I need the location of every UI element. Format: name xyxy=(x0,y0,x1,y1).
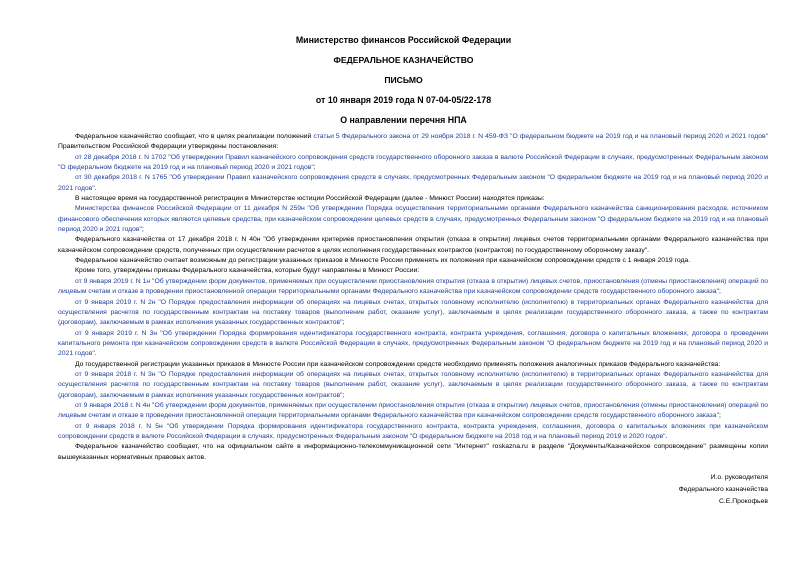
paragraph-text: Правительством Российской Федерации утверждены постановления: xyxy=(58,143,279,151)
document-header xyxy=(0,30,807,130)
paragraph-intro xyxy=(58,132,768,153)
paragraph-text: ; xyxy=(313,164,316,172)
list-item xyxy=(58,277,768,298)
paragraph-text: Федеральное казначейство сообщает, что в целях реализации положений xyxy=(75,133,314,140)
order-2018-3n-link[interactable]: от 9 января 2018 г. N 3н "О Порядке предоставления информации об операциях на лицевых счетах, открытых головному исполнителю (исполнителю) в территориальных органах Федерального казначейства для осуществления расчетов по государственным контрактам на поставку товаров (выполнение работ, оказание услуг), заключаемым в целях реализации государственного оборонного заказа, а также по контрактам (договорам), заключаемым в рамках исполнения указанных государственных контрактов" xyxy=(58,370,768,399)
paragraph-text: До государственной регистрации указанных приказов в Минюсте России при казначейском сопровождении средств необходимо применять положения аналогичных приказов Федерального казначейства: xyxy=(75,360,721,368)
paragraph-text: ; xyxy=(719,288,721,296)
paragraph-text: В настоящее время на государственной регистрации в Министерстве юстиции Российской Федерации (далее - Минюст России) находятся приказы: xyxy=(75,195,545,203)
list-item xyxy=(58,422,768,443)
paragraph xyxy=(58,266,768,276)
signatory-name: С.Е.Прокофьев xyxy=(718,498,768,505)
paragraph xyxy=(58,194,768,204)
order-2019-1n-link[interactable]: от 9 января 2019 г. N 1н "Об утверждении форм документов, применяемых при осуществлении приостановления открытия (отказа в открытии) лицевых счетов, приостановления (отмены приостановления) операций по лицевым счетам и отказе в проведении приостановленной операции территориальными органами Федерального казначейства при казначейском сопровождении средств государственного оборонного заказа" xyxy=(58,277,768,296)
document-date-number: от 10 января 2019 года N 07-04-05/22-178 xyxy=(315,95,492,105)
agency-title: ФЕДЕРАЛЬНОЕ КАЗНАЧЕЙСТВО xyxy=(333,55,474,65)
order-2018-4n-link[interactable]: от 9 января 2018 г. N 4н "Об утверждении форм документов, применяемых при осуществлении приостановления открытия (отказа в открытии) лицевых счетов, приостановления (отмены приостановления) операций по лицевым счетам и отказе в проведении приостановленной операции территориальными органами Федерального казначейства при казначейском сопровождении средств государственного оборонного заказа" xyxy=(58,401,768,420)
resolution-1765-link[interactable]: от 30 декабря 2018 г. N 1765 "Об утверждении Правил казначейского сопровождения средств в случаях, предусмотренных Федеральным законом "О федеральном бюджете на 2019 год и на плановый период 2020 и 2021 годов" xyxy=(58,174,768,192)
order-259n-link[interactable]: Министерства финансов Российской Федерации от 11 декабря N 259н "Об утверждении Порядка осуществления территориальными органами Федерального казначейства санкционирования расходов, источником финансового обеспечения которых являются целевые средства, при казначейском сопровождении целевых средств в случаях, предусмотренных Федеральным законом "О федеральном бюджете на 2019 год и на плановый период 2020 и 2021 годов" xyxy=(58,205,768,234)
list-item xyxy=(58,173,768,194)
paragraph-text: ; xyxy=(342,319,345,327)
list-item xyxy=(58,298,768,329)
resolution-1702-link[interactable]: от 28 декабря 2018 г. N 1702 "Об утверждении Правил казначейского сопровождения средств государственного оборонного заказа в валюте Российской Федерации в случаях, предусмотренных Федеральным законом "О федеральном бюджете на 2019 год и на плановый период 2020 и 2021 годов" xyxy=(58,153,768,172)
paragraph-text: . xyxy=(94,350,97,358)
order-2018-5n-link[interactable]: от 9 января 2018 г. N 5н "Об утверждении Порядка формирования идентификатора государственного контракта, контракта учреждения, соглашения, договора о капитальных вложениях при казначейском сопровождении средств в валюте Российской Федерации в случаях, предусмотренных Федеральным законом "О федеральном бюджете на 2018 год и на плановый период 2019 и 2020 годов" xyxy=(58,422,768,440)
signature-block xyxy=(58,472,768,508)
order-2019-2n-link[interactable]: от 9 января 2019 г. N 2н "О Порядке предоставления информации об операциях на лицевых счетах, открытых головному исполнителю (исполнителю) в территориальных органах Федерального казначейства для осуществления расчетов по государственным контрактам на поставку товаров (выполнение работ, оказание услуг), заключаемым в целях реализации государственного оборонного заказа, а также по контрактам (договорам), заключаемым в рамках исполнения указанных государственных контрактов" xyxy=(58,298,768,327)
document-type: ПИСЬМО xyxy=(384,75,423,85)
paragraph-text: . xyxy=(94,184,97,192)
list-item xyxy=(58,204,768,235)
paragraph-text: ; xyxy=(342,391,345,399)
paragraph-text: ; xyxy=(141,226,144,234)
list-item xyxy=(58,235,768,256)
list-item xyxy=(58,401,768,422)
signatory-organization: Федерального казначейства xyxy=(678,486,768,493)
order-2019-3n-link[interactable]: от 9 января 2019 г. N 3н "Об утверждении Порядка формирования идентификатора государственного контракта, контракта учреждения, соглашения, договора о капитальных вложениях, договора о проведении капитального ремонта при казначейском сопровождении средств в валюте Российской Федерации в случаях, предусмотренных Федеральным законом "О федеральном бюджете на 2019 год и на плановый период 2020 и 2021 годов" xyxy=(58,329,768,358)
paragraph-text: ; xyxy=(719,412,721,420)
signatory-position: И.о. руководителя xyxy=(710,474,768,481)
paragraph-text: Федерального казначейства от 17 декабря 2018 г. N 40н "Об утверждении критериев приостановления открытия (отказа в открытии) лицевых счетов территориальными органами Федерального казначейства при казначейском сопровождении средств, полученных при осуществлении расчетов в целях исполнения государственных контрактов (контрактов) по государственному оборонному заказу". xyxy=(58,236,768,254)
list-item xyxy=(58,153,768,174)
paragraph-text: Федеральное казначейство сообщает, что на официальном сайте в информационно-телекоммуникационной сети "Интернет" roskazna.ru в разделе "Документы/Казначейское сопровождение" размещены копии вышеуказанных нормативных правовых актов. xyxy=(58,443,768,461)
list-item xyxy=(58,329,768,360)
document-subject: О направлении перечня НПА xyxy=(340,115,467,125)
paragraph-text: . xyxy=(665,432,668,440)
paragraph xyxy=(58,360,768,370)
document-body xyxy=(58,132,768,508)
paragraph-closing xyxy=(58,442,768,463)
ministry-title: Министерство финансов Российской Федерации xyxy=(295,35,512,45)
paragraph-text: Кроме того, утверждены приказы Федерального казначейства, которые будут направлены в Минюст России: xyxy=(75,267,420,275)
paragraph xyxy=(58,256,768,266)
federal-law-459-fz-link[interactable]: статьи 5 Федерального закона от 29 ноября 2018 г. N 459-ФЗ "О федеральном бюджете на 2019 год и на плановый период 2020 и 2021 годов" xyxy=(313,133,768,140)
paragraph-text: Федеральное казначейство считает возможным до регистрации указанных приказов в Минюсте России применять их положения при казначейском сопровождении средств с 1 января 2019 года. xyxy=(75,257,691,265)
list-item xyxy=(58,370,768,401)
